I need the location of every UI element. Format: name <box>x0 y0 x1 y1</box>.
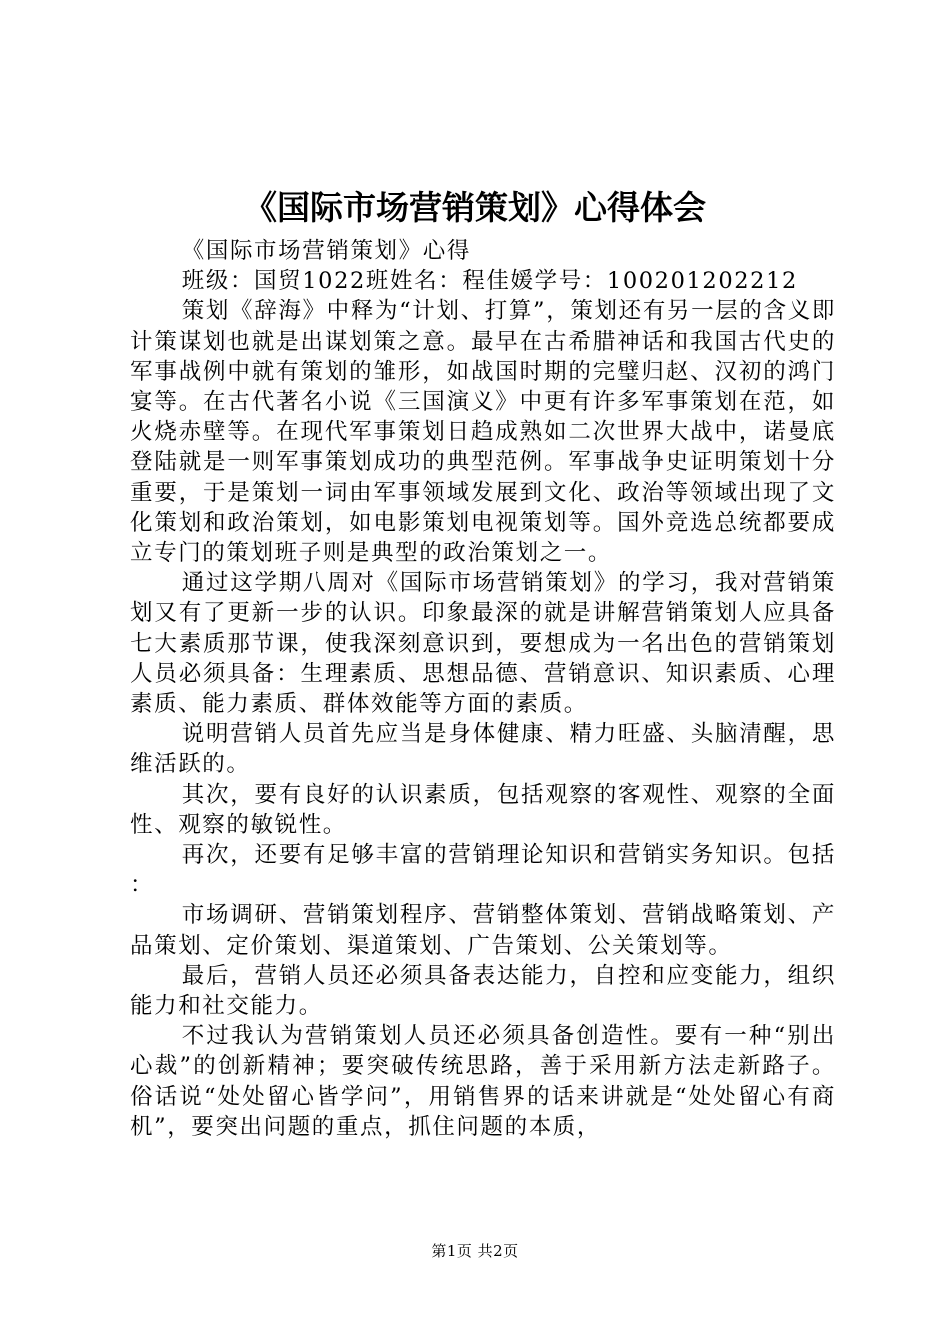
document-title: 《国际市场营销策划》心得体会 <box>244 188 706 227</box>
paragraph: 其次，要有良好的认识素质，包括观察的客观性、观察的全面性、观察的敏锐性。 <box>130 781 836 838</box>
document-body <box>130 236 836 1142</box>
paragraph: 说明营销人员首先应当是身体健康、精力旺盛、头脑清醒，思维活跃的。 <box>130 721 836 778</box>
page-number-footer: 第1页 共2页 <box>431 1242 519 1260</box>
paragraph: 市场调研、营销策划程序、营销整体策划、营销战略策划、产品策划、定价策划、渠道策划、广告策划、公关策划等。 <box>130 902 836 959</box>
paragraph: 最后，营销人员还必须具备表达能力，自控和应变能力，组织能力和社交能力。 <box>130 962 836 1020</box>
class-info-line: 班级：国贸1022班姓名：程佳媛学号：100201202212 <box>181 268 798 295</box>
paragraph: 不过我认为营销策划人员还必须具备创造性。要有一种“别出心裁”的创新精神；要突破传统思路，善于采用新方法走新路子。俗话说“处处留心皆学问”，用销售界的话来讲就是“处处留心有商机”，要突出问题的重点，抓住问题的本质， <box>130 1023 836 1140</box>
paragraph: 策划《辞海》中释为“计划、打算”，策划还有另一层的含义即计策谋划也就是出谋划策之意。最早在古希腊神话和我国古代史的军事战例中就有策划的雏形，如战国时期的完璧归赵、汉初的鸿门宴等。在古代著名小说《三国演义》中更有许多军事策划在范，如火烧赤壁等。在现代军事策划日趋成熟如二次世界大战中，诺曼底登陆就是一则军事策划成功的典型范例。军事战争史证明策划十分重要，于是策划一词由军事领域发展到文化、政治等领域出现了文化策划和政治策划，如电影策划电视策划等。国外竞选总统都要成立专门的策划班子则是典型的政治策划之一。 <box>130 298 836 567</box>
paragraph: 再次，还要有足够丰富的营销理论知识和营销实务知识。包括： <box>130 842 836 899</box>
paragraph: 通过这学期八周对《国际市场营销策划》的学习，我对营销策划又有了更新一步的认识。印象最深的就是讲解营销策划人应具备七大素质那节课，使我深刻意识到，要想成为一名出色的营销策划人员必须具备：生理素质、思想品德、营销意识、知识素质、心理素质、能力素质、群体效能等方面的素质。 <box>130 570 836 718</box>
subtitle-line: 《国际市场营销策划》心得 <box>181 238 471 264</box>
